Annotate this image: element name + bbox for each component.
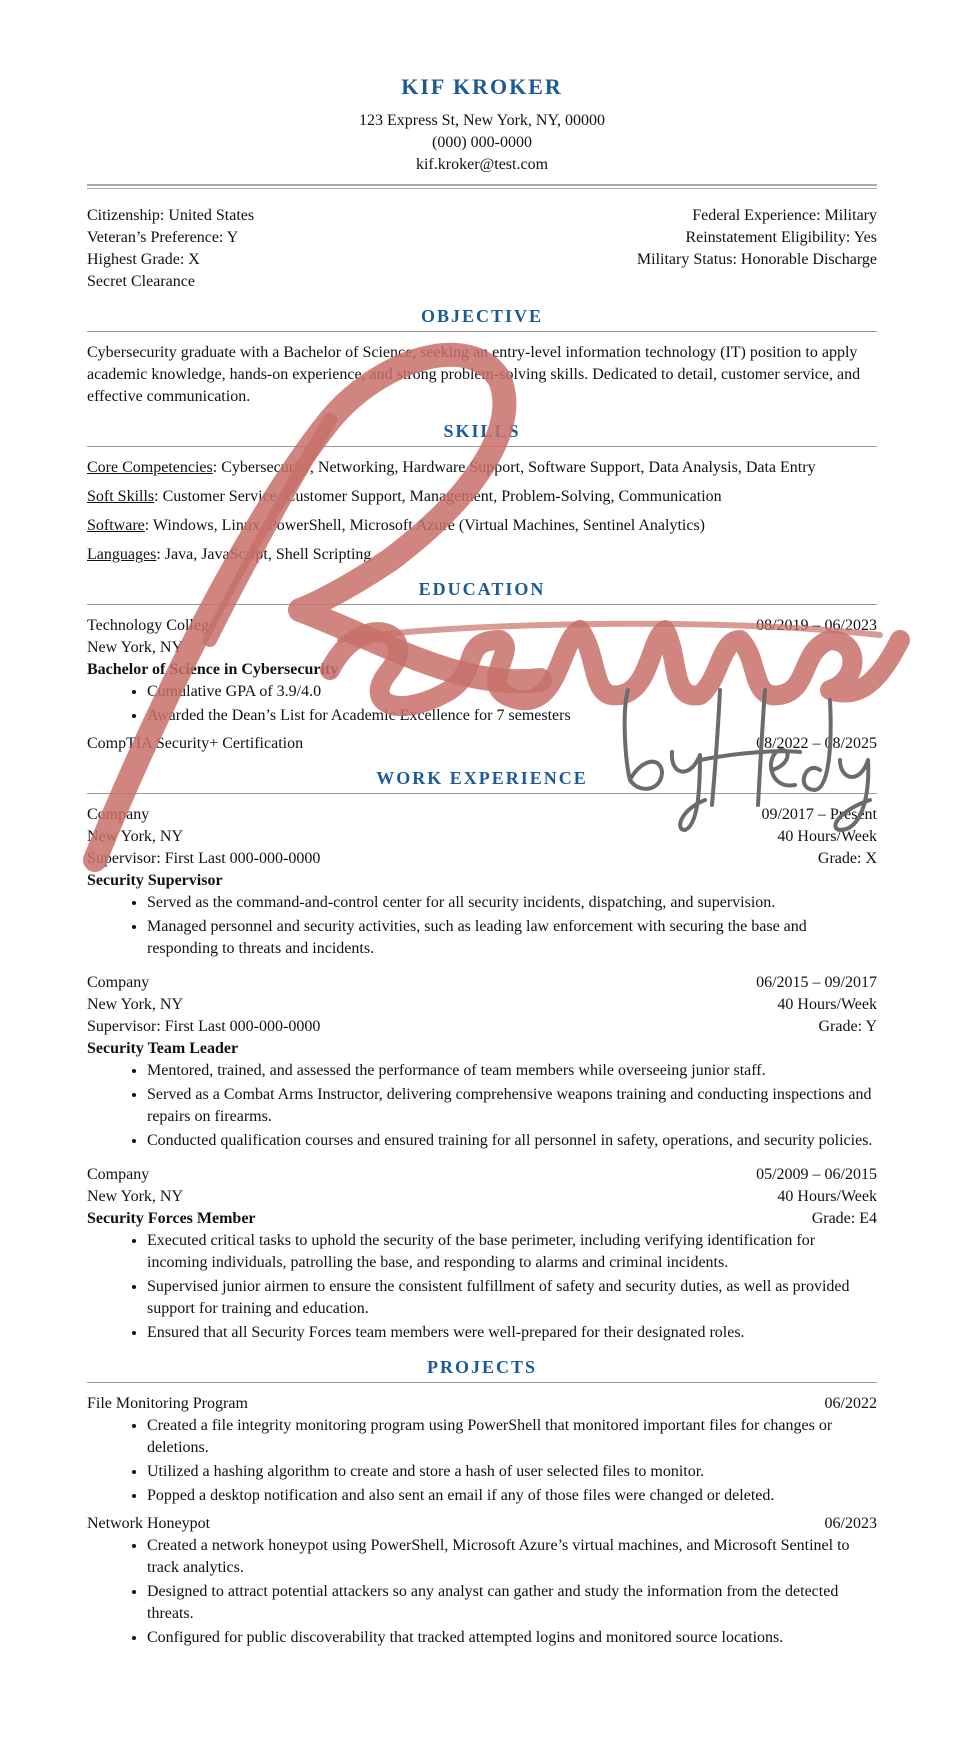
- job-hours: 40 Hours/Week: [777, 828, 877, 846]
- job-row: [87, 972, 877, 994]
- project-entry: [87, 1513, 877, 1649]
- job-row: [87, 1186, 877, 1208]
- list-item: • Conducted qualification courses and ensured training for all personnel in safety, operations, and security policies.: [147, 1130, 877, 1152]
- project-name: Network Honeypot: [87, 1515, 211, 1533]
- job-row: [87, 1164, 877, 1186]
- certification-row: [87, 733, 877, 755]
- job-row: [87, 848, 877, 870]
- job-row: [87, 804, 877, 826]
- skills-heading: SKILLS: [443, 421, 521, 442]
- skill-key: Languages: [87, 546, 157, 564]
- job-dates: 05/2009 – 06/2015: [756, 1166, 877, 1184]
- projects-heading: PROJECTS: [426, 1357, 538, 1378]
- school-location: New York, NY: [87, 639, 184, 657]
- skill-row: [87, 486, 877, 508]
- job-row: [87, 1208, 877, 1230]
- project-row: [87, 1393, 877, 1415]
- skill-row: [87, 457, 877, 479]
- list-item: • Managed personnel and security activities, such as leading law enforcement with securing the base and responding to threats and incidents.: [147, 916, 877, 960]
- candidate-name: KIF KROKER: [401, 74, 563, 99]
- skill-value: : Windows, Linux, PowerShell, Microsoft Azure (Virtual Machines, Sentinel Analytics): [144, 517, 705, 535]
- job-grade: Grade: X: [817, 850, 877, 868]
- skill-key: Soft Skills: [87, 488, 155, 506]
- skill-value: : Java, JavaScript, Shell Scripting: [156, 546, 372, 564]
- email: kif.kroker@test.com: [415, 156, 549, 174]
- job-role: Security Supervisor: [87, 872, 223, 890]
- school-name: Technology College: [87, 617, 217, 635]
- list-item: • Created a network honeypot using PowerShell, Microsoft Azure’s virtual machines, and Microsoft Sentinel to track analytics.: [147, 1535, 877, 1579]
- info-veteran-preference: Veteran’s Preference: Y: [87, 229, 239, 247]
- job-location: New York, NY: [87, 1188, 184, 1206]
- job-grade: Grade: Y: [818, 1018, 877, 1036]
- skill-key: Core Competencies: [87, 459, 213, 477]
- job-entry: [87, 972, 877, 1152]
- job-bullets: [87, 892, 877, 960]
- address: 123 Express St, New York, NY, 00000: [359, 112, 605, 130]
- objective-heading: OBJECTIVE: [420, 306, 544, 327]
- job-grade: Grade: E4: [811, 1210, 877, 1228]
- header-divider: [87, 184, 877, 189]
- job-company: Company: [87, 974, 150, 992]
- list-item: • Designed to attract potential attackers so any analyst can gather and study the information from the detected threats.: [147, 1581, 877, 1625]
- education-bullets: [87, 681, 877, 727]
- info-citizenship: Citizenship: United States: [87, 207, 255, 225]
- job-hours: 40 Hours/Week: [777, 996, 877, 1014]
- work-heading: WORK EXPERIENCE: [376, 768, 588, 789]
- job-location: New York, NY: [87, 996, 184, 1014]
- project-name: File Monitoring Program: [87, 1395, 248, 1413]
- list-item: • Executed critical tasks to uphold the security of the base perimeter, including verifying identification for incoming individuals, patrolling the base, and responding to alarms and criminal incidents.: [147, 1230, 877, 1274]
- list-item: • Created a file integrity monitoring program using PowerShell that monitored important files for changes or deletions.: [147, 1415, 877, 1459]
- project-row: [87, 1513, 877, 1535]
- skill-value: : Customer Service, Customer Support, Management, Problem-Solving, Communication: [154, 488, 722, 506]
- skills-list: [87, 457, 877, 566]
- education-row: [87, 615, 877, 637]
- project-entry: [87, 1393, 877, 1507]
- job-entry: [87, 804, 877, 960]
- objective-divider: [87, 331, 877, 332]
- project-bullets: [87, 1535, 877, 1649]
- list-item: • Utilized a hashing algorithm to create and store a hash of user selected files to monitor.: [147, 1461, 877, 1483]
- skill-row: [87, 544, 877, 566]
- list-item: • Ensured that all Security Forces team members were well-prepared for their designated roles.: [147, 1322, 877, 1344]
- job-bullets: [87, 1230, 877, 1344]
- job-company: Company: [87, 806, 150, 824]
- list-item: • Configured for public discoverability that tracked attempted logins and monitored source locations.: [147, 1627, 877, 1649]
- skills-divider: [87, 446, 877, 447]
- info-federal-experience: Federal Experience: Military: [692, 207, 877, 225]
- job-supervisor: Supervisor: First Last 000-000-0000: [87, 1018, 321, 1036]
- job-supervisor: Supervisor: First Last 000-000-0000: [87, 850, 321, 868]
- info-highest-grade: Highest Grade: X: [87, 251, 200, 269]
- personal-info: [87, 205, 877, 293]
- job-dates: 06/2015 – 09/2017: [756, 974, 877, 992]
- list-item: • Supervised junior airmen to ensure the consistent fulfillment of safety and security duties, as well as provided support for training and education.: [147, 1276, 877, 1320]
- info-left: [87, 205, 254, 293]
- skill-row: [87, 515, 877, 537]
- list-item: • Served as the command-and-control center for all security incidents, dispatching, and supervision.: [147, 892, 877, 914]
- job-row: [87, 1016, 877, 1038]
- list-item: • Mentored, trained, and assessed the performance of team members while overseeing junior staff.: [147, 1060, 877, 1082]
- project-date: 06/2022: [824, 1395, 877, 1413]
- info-clearance: Secret Clearance: [87, 273, 195, 291]
- job-role: Security Team Leader: [87, 1040, 239, 1058]
- school-dates: 08/2019 – 06/2023: [756, 617, 877, 635]
- job-bullets: [87, 1060, 877, 1152]
- list-item: • Served as a Combat Arms Instructor, delivering comprehensive weapons training and conducting inspections and repairs on firearms.: [147, 1084, 877, 1128]
- project-date: 06/2023: [824, 1515, 877, 1533]
- skill-key: Software: [87, 517, 145, 535]
- list-item: • Cumulative GPA of 3.9/4.0: [147, 681, 877, 703]
- certification-dates: 08/2022 – 08/2025: [756, 735, 877, 753]
- job-row: [87, 994, 877, 1016]
- work-divider: [87, 793, 877, 794]
- job-company: Company: [87, 1166, 150, 1184]
- job-location: New York, NY: [87, 828, 184, 846]
- education-divider: [87, 604, 877, 605]
- job-hours: 40 Hours/Week: [777, 1188, 877, 1206]
- skill-value: : Cybersecurity, Networking, Hardware Support, Software Support, Data Analysis, Data Entry: [212, 459, 816, 477]
- projects-divider: [87, 1382, 877, 1383]
- info-military-status: Military Status: Honorable Discharge: [636, 251, 877, 269]
- education-entry: [87, 615, 877, 755]
- phone: (000) 000-0000: [432, 134, 532, 152]
- project-bullets: [87, 1415, 877, 1507]
- info-reinstatement: Reinstatement Eligibility: Yes: [685, 229, 877, 247]
- certification-name: CompTIA Security+ Certification: [87, 735, 304, 753]
- job-entry: [87, 1164, 877, 1344]
- objective-text: Cybersecurity graduate with a Bachelor of Science, seeking an entry-level information technology (IT) position to apply academic knowledge, hands-on experience, and strong problem-solving skills. Dedicated to detail, customer service, and effective communication.: [87, 344, 861, 406]
- education-heading: EDUCATION: [418, 579, 546, 600]
- list-item: • Awarded the Dean’s List for Academic Excellence for 7 semesters: [147, 705, 877, 727]
- list-item: • Popped a desktop notification and also sent an email if any of those files were changed or deleted.: [147, 1485, 877, 1507]
- job-dates: 09/2017 – Present: [761, 806, 877, 824]
- job-role: Security Forces Member: [87, 1210, 256, 1228]
- info-right: [637, 205, 877, 293]
- degree: Bachelor of Science in Cybersecurity: [87, 661, 339, 679]
- job-row: [87, 826, 877, 848]
- resume-content: [87, 74, 877, 1651]
